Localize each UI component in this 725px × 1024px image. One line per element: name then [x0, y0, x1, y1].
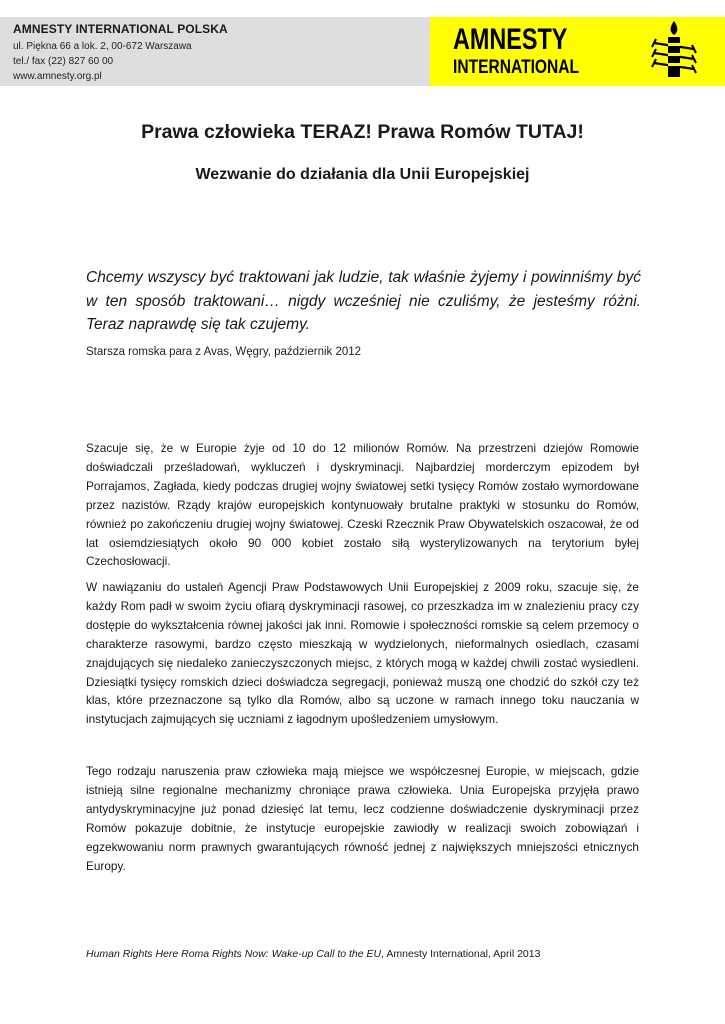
footer-source: , Amnesty International, April 2013 [381, 948, 541, 960]
footer-citation [86, 948, 540, 960]
document-title: Prawa człowieka TERAZ! Prawa Romów TUTAJ! [141, 121, 584, 143]
address: ul. Piękna 66 a lok. 2, 00-672 Warszawa [13, 41, 192, 52]
logo-line2: INTERNATIONAL [453, 57, 580, 78]
candle-barbed-wire-icon [648, 19, 700, 83]
phone: tel./ fax (22) 827 60 00 [13, 56, 114, 67]
footer-title: Human Rights Here Roma Rights Now: Wake-up Call to the EU [86, 948, 382, 960]
website: www.amnesty.org.pl [13, 71, 102, 82]
quote-attribution: Starsza romska para z Avas, Węgry, październik 2012 [86, 346, 362, 358]
amnesty-logo [430, 17, 725, 86]
body-paragraph: Tego rodzaju naruszenia praw człowieka mają miejsce we współczesnej Europie, w miejscach, gdzie istnieją silne regionalne mechanizmy chroniące prawa człowieka. Unia Europejska przyjęła prawo antydyskryminacyjne już ponad dziesięć lat temu, lecz codzienne doświadczenie dyskryminacji przez Romów pokazuje dobitnie, że instytucje europejskie zawiodły w realizacji swoich zobowiązań i egzekwowaniu norm prawnych gwarantujących równość jednej z największych mniejszości etnicznych Europy. [86, 764, 639, 873]
document-subtitle: Wezwanie do działania dla Unii Europejskiej [195, 166, 530, 183]
quote-text: Chcemy wszyscy być traktowani jak ludzie, tak właśnie żyjemy i powinniśmy być w ten sposób traktowani… nigdy wcześniej nie czuliśmy, że jesteśmy różni. Teraz naprawdę się tak czujemy. [86, 269, 641, 333]
logo-line1: AMNESTY [453, 23, 568, 56]
org-name: AMNESTY INTERNATIONAL POLSKA [13, 22, 228, 36]
body-paragraph: W nawiązaniu do ustaleń Agencji Praw Podstawowych Unii Europejskiej z 2009 roku, szacuje się, że każdy Rom padł w swoim życiu ofiarą dyskryminacji rasowej, co przeszkadza im w znalezieniu pracy czy dostępie do wykształcenia równej jakości jak inni. Romowie i społeczności romskie są celem przemocy o charakterze rasowymi, bardzo często mieszkają w wydzielonych, nieformalnych osiedlach, czasami znajdujących się niedaleko zanieczyszczonych miejsc, z których mogą w każdej chwili zostać wysiedleni. Dziesiątki tysięcy romskich dzieci doświadcza segregacji, ponieważ muszą one chodzić do szkół czy też klas, które przeznaczone są tylko dla Romów, albo są uczone w ramach innego toku nauczania w instytucjach zajmujących się uczniami z łagodnym upośledzeniem umysłowym. [86, 580, 639, 727]
header-address-block [0, 17, 430, 86]
body-paragraph: Szacuje się, że w Europie żyje od 10 do 12 milionów Romów. Na przestrzeni dziejów Romowie doświadczali prześladowań, wykluczeń i dyskryminacji. Najbardziej morderczym epizodem był Porrajamos, Zagłada, kiedy podczas drugiej wojny światowej setki tysięcy Romów zostało wymordowane przez nazistów. Rządy krajów europejskich kontynuowały brutalne praktyki w stosunku do Romów, również po zakończeniu drugiej wojny światowej. Czeski Rzecznik Praw Obywatelskich oszacował, że od lat osiemdziesiątych około 90 000 kobiet zostało siłą wysterylizowanych na terytorium byłej Czechosłowacji. [86, 441, 639, 569]
